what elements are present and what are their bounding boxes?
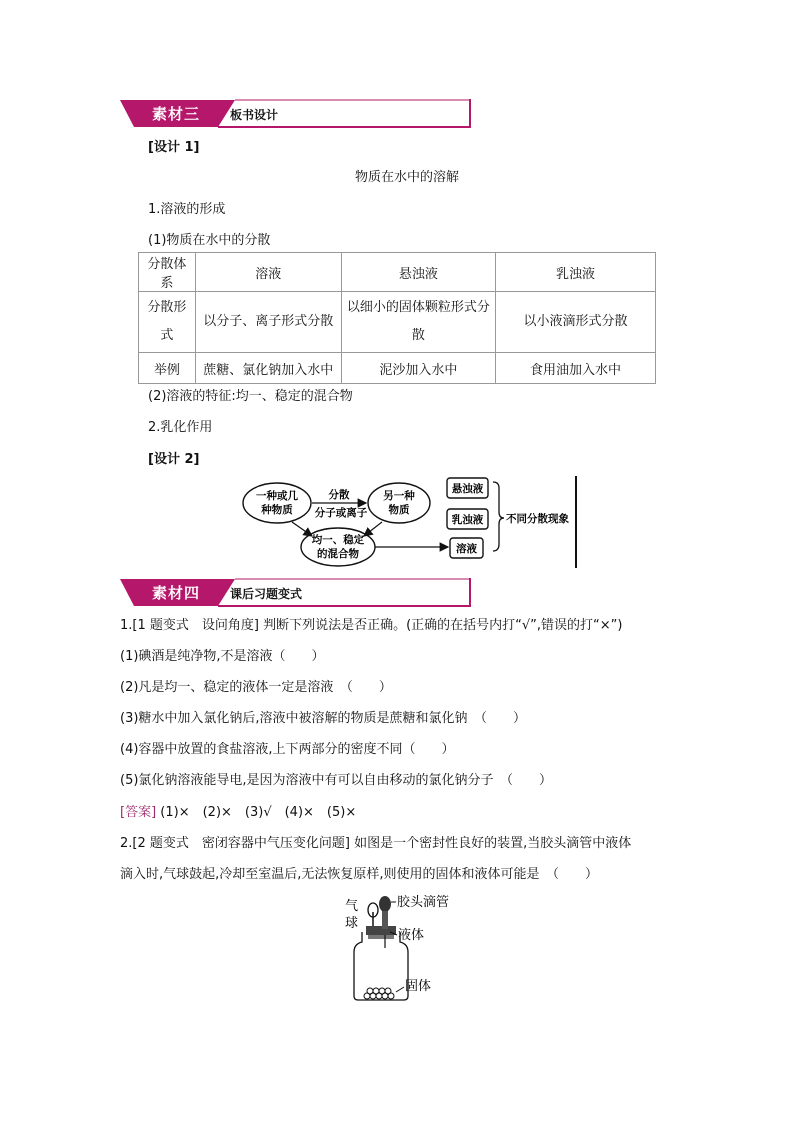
box-suspension-label: 悬浊液 — [451, 483, 484, 495]
table-header-cell: 溶液 — [195, 253, 341, 292]
brace-label: 不同分散现象 — [506, 513, 569, 525]
question-1-item: (5)氯化钠溶液能导电,是因为溶液中有可以自由移动的氯化钠分子 （ ） — [120, 773, 553, 788]
table-header-cell: 乳浊液 — [495, 253, 655, 292]
apparatus-figure — [340, 892, 460, 1004]
arrow-b-to-c — [364, 522, 382, 536]
brace — [493, 482, 504, 551]
solid-beads — [364, 988, 394, 999]
answer-text: (1)× (2)× (3)√ (4)× (5)× — [156, 805, 357, 820]
section-title: 课后习题变式 — [230, 587, 303, 601]
node-b-line2: 物质 — [388, 504, 410, 516]
table-cell: 蔗糖、氯化钠加入水中 — [195, 353, 341, 384]
node-other-substance-ellipse — [368, 483, 430, 523]
question-2-line2: 滴入时,气球鼓起,冷却至室温后,无法恢复原样,则使用的固体和液体可能是 （ ） — [120, 867, 599, 882]
question-1-item: (1)碘酒是纯净物,不是溶液（ ） — [120, 649, 325, 664]
label-balloon-2: 球 — [345, 916, 359, 931]
label-dropper: 胶头滴管 — [397, 895, 450, 910]
node-a-line1: 一种或几 — [256, 490, 298, 502]
question-1-item: (3)糖水中加入氯化钠后,溶液中被溶解的物质是蔗糖和氯化钠 （ ） — [120, 711, 527, 726]
dropper-bulb — [379, 896, 391, 912]
stopper-bottom — [368, 935, 394, 939]
node-b-line1: 另一种 — [383, 490, 415, 502]
node-c-line1: 均一、稳定 — [311, 534, 365, 546]
answer-line — [120, 801, 356, 820]
design2-label: [设计 2] — [148, 452, 200, 467]
dispersion-table — [138, 252, 656, 384]
question-1-item: (2)凡是均一、稳定的液体一定是溶液 （ ） — [120, 680, 392, 695]
table-header-cell: 悬浊液 — [341, 253, 495, 292]
item-1: 1.溶液的形成 — [148, 202, 226, 217]
node-a-line2: 种物质 — [261, 504, 293, 516]
item-2: 2.乳化作用 — [148, 420, 213, 435]
table-cell: 以分子、离子形式分散 — [195, 292, 341, 353]
node-c-line2: 的混合物 — [317, 548, 359, 560]
question-1-item: (4)容器中放置的食盐溶液,上下两部分的密度不同（ ） — [120, 742, 455, 757]
label-liquid: 液体 — [398, 928, 425, 943]
concept-diagram — [240, 474, 585, 570]
dropper-barrel — [382, 911, 388, 929]
box-solution-label: 溶液 — [456, 543, 477, 555]
table-cell: 以细小的固体颗粒形式分 散 — [341, 292, 495, 353]
table-cell: 举例 — [139, 353, 196, 384]
edge-top-label: 分散 — [328, 489, 350, 501]
node-substance-ellipse — [243, 483, 311, 523]
stopper — [366, 926, 396, 935]
item-1-sub: (1)物质在水中的分散 — [148, 233, 271, 248]
section-tag: 素材三 — [152, 105, 201, 123]
item-1-sub-2: (2)溶液的特征:均一、稳定的混合物 — [148, 389, 353, 404]
question-2-line1: 2.[2 题变式 密闭容器中气压变化问题] 如图是一个密封性良好的装置,当胶头滴管中液体 — [120, 836, 632, 851]
section-header-4 — [120, 576, 472, 610]
table-cell: 食用油加入水中 — [495, 353, 655, 384]
board-heading: 物质在水中的溶解 — [355, 170, 460, 185]
table-header-cell: 分散体系 — [139, 253, 196, 292]
label-balloon-1: 气 — [345, 899, 359, 914]
leader-solid — [396, 987, 404, 992]
table-cell: 分散形式 — [139, 292, 196, 353]
question-1-intro: 1.[1 题变式 设问角度] 判断下列说法是否正确。(正确的在括号内打“√”,错误的打“×”) — [120, 618, 623, 633]
answer-label: [答案] — [120, 805, 157, 820]
box-emulsion-label: 乳浊液 — [451, 514, 484, 526]
arrow-a-to-c — [292, 522, 312, 536]
section-header-3 — [120, 97, 472, 131]
edge-bottom-label: 分子或离子 — [314, 507, 368, 519]
section-tag: 素材四 — [152, 584, 201, 602]
design1-label: [设计 1] — [148, 140, 200, 155]
label-solid: 固体 — [405, 979, 432, 994]
section-title: 板书设计 — [230, 108, 279, 122]
table-cell: 以小液滴形式分散 — [495, 292, 655, 353]
table-cell: 泥沙加入水中 — [341, 353, 495, 384]
